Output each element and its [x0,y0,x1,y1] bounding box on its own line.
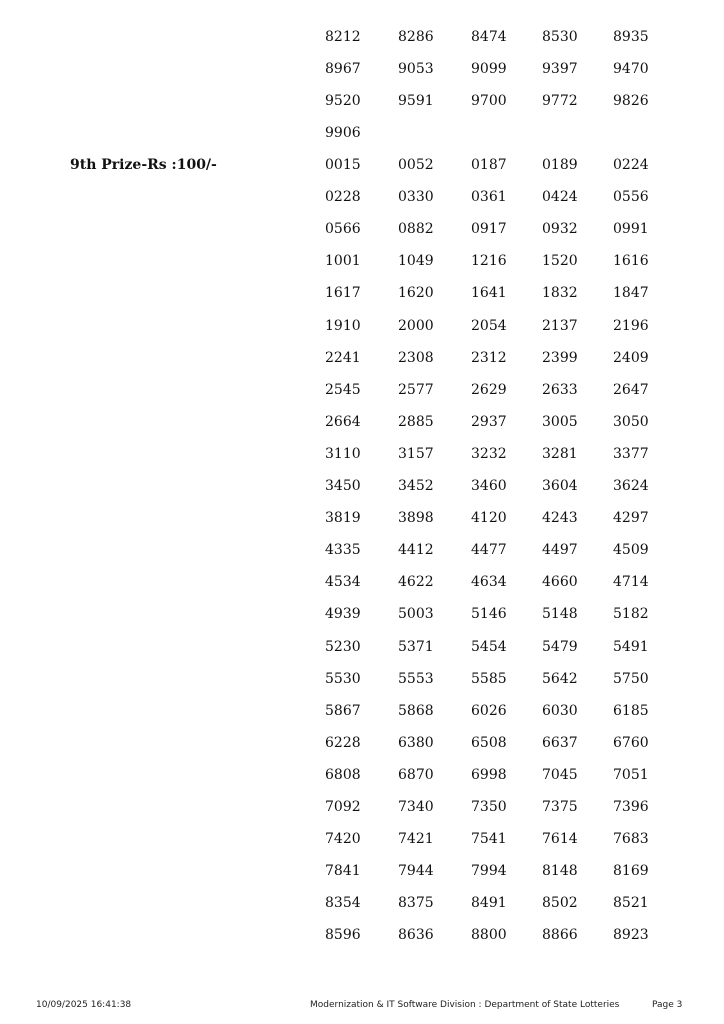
ticket-number: 0991 [613,221,649,238]
ticket-number: 7340 [398,799,434,815]
ticket-number: 1216 [471,253,507,270]
number-row [0,925,724,945]
ticket-number: 4714 [613,574,649,591]
ticket-number: 2000 [398,317,434,334]
ticket-number: 4497 [542,542,578,559]
ticket-number: 7051 [613,766,649,783]
ticket-number: 9906 [325,125,361,142]
number-row [0,219,724,239]
ticket-number: 8596 [325,927,361,944]
ticket-number: 6637 [542,734,578,751]
ticket-number: 2312 [471,349,507,366]
ticket-number: 8530 [542,29,578,45]
ticket-number: 9053 [398,61,434,78]
ticket-number: 3110 [325,445,361,462]
number-row [0,701,724,721]
ticket-number: 6185 [613,702,649,719]
ticket-number: 8212 [325,29,361,45]
ticket-number: 0187 [471,157,507,173]
number-row [0,380,724,400]
ticket-number: 2409 [613,349,649,366]
ticket-number: 0052 [398,157,434,173]
number-row [0,348,724,368]
ticket-number: 5003 [398,606,434,623]
ticket-number: 5454 [471,638,507,655]
ticket-number: 8502 [542,895,578,912]
number-row [0,765,724,785]
ticket-number: 7045 [542,766,578,783]
ticket-number: 3460 [471,478,507,494]
number-row [0,829,724,849]
ticket-number: 6998 [471,766,507,783]
ticket-number: 0015 [325,157,361,173]
ticket-number: 1641 [471,285,507,302]
ticket-number: 9397 [542,61,578,78]
ticket-number: 5491 [613,638,649,655]
ticket-number: 2629 [471,381,507,398]
ticket-number: 9591 [398,93,434,110]
ticket-number: 7420 [325,831,361,848]
ticket-number: 0189 [542,157,578,173]
ticket-number: 9520 [325,93,361,110]
ticket-number: 7994 [471,863,507,880]
number-row [0,412,724,432]
ticket-number: 8148 [542,863,578,880]
number-row [0,316,724,336]
ticket-number: 5867 [325,702,361,719]
ticket-number: 3452 [398,478,434,494]
ticket-number: 9700 [471,93,507,110]
ticket-number: 0566 [325,221,361,238]
ticket-number: 7375 [542,799,578,815]
ticket-number: 8923 [613,927,649,944]
ticket-number: 2241 [325,349,361,366]
ticket-number: 5530 [325,670,361,687]
number-row [0,604,724,624]
ticket-number: 9470 [613,61,649,78]
ticket-number: 8935 [613,29,649,45]
ticket-number: 0882 [398,221,434,238]
number-row [0,861,724,881]
ticket-number: 0228 [325,189,361,206]
ticket-number: 1620 [398,285,434,302]
prize-label: 9th Prize-Rs :100/- [70,157,217,173]
number-row [0,91,724,111]
ticket-number: 8866 [542,927,578,944]
ticket-number: 7396 [613,799,649,815]
number-row [0,59,724,79]
ticket-number: 6026 [471,702,507,719]
number-row [0,893,724,913]
ticket-number: 4634 [471,574,507,591]
ticket-number: 3281 [542,445,578,462]
ticket-number: 1520 [542,253,578,270]
ticket-number: 0361 [471,189,507,206]
ticket-number: 3624 [613,478,649,494]
ticket-number: 8636 [398,927,434,944]
ticket-number: 4509 [613,542,649,559]
ticket-number: 2633 [542,381,578,398]
ticket-number: 3898 [398,510,434,527]
ticket-number: 4622 [398,574,434,591]
ticket-number: 5182 [613,606,649,623]
ticket-number: 4335 [325,542,361,559]
ticket-number: 5371 [398,638,434,655]
ticket-number: 0917 [471,221,507,238]
ticket-number: 2885 [398,413,434,430]
ticket-number: 8474 [471,29,507,45]
number-row [0,508,724,528]
ticket-number: 8967 [325,61,361,78]
ticket-number: 3450 [325,478,361,494]
ticket-number: 2937 [471,413,507,430]
ticket-number: 1001 [325,253,361,270]
number-row [0,123,724,143]
ticket-number: 7541 [471,831,507,848]
ticket-number: 3819 [325,510,361,527]
ticket-number: 7092 [325,799,361,815]
ticket-number: 9826 [613,93,649,110]
ticket-number: 3157 [398,445,434,462]
ticket-number: 0424 [542,189,578,206]
ticket-number: 8169 [613,863,649,880]
ticket-number: 4660 [542,574,578,591]
ticket-number: 4477 [471,542,507,559]
ticket-number: 6508 [471,734,507,751]
ticket-number: 4243 [542,510,578,527]
ticket-number: 2545 [325,381,361,398]
ticket-number: 2399 [542,349,578,366]
number-row [0,540,724,560]
number-row [0,733,724,753]
ticket-number: 3604 [542,478,578,494]
ticket-number: 1832 [542,285,578,302]
ticket-number: 3377 [613,445,649,462]
ticket-number: 8354 [325,895,361,912]
ticket-number: 5585 [471,670,507,687]
ticket-number: 5230 [325,638,361,655]
ticket-number: 7683 [613,831,649,848]
ticket-number: 2054 [471,317,507,334]
ticket-number: 7350 [471,799,507,815]
number-row [0,669,724,689]
ticket-number: 3232 [471,445,507,462]
ticket-number: 8375 [398,895,434,912]
footer-page-number: Page 3 [652,1000,683,1010]
ticket-number: 8521 [613,895,649,912]
ticket-number: 1910 [325,317,361,334]
ticket-number: 6870 [398,766,434,783]
number-row [0,187,724,207]
ticket-number: 4534 [325,574,361,591]
number-row [0,637,724,657]
ticket-number: 7944 [398,863,434,880]
ticket-number: 9772 [542,93,578,110]
ticket-number: 5479 [542,638,578,655]
ticket-number: 4939 [325,606,361,623]
page-footer [0,997,724,1017]
ticket-number: 2196 [613,317,649,334]
ticket-number: 6228 [325,734,361,751]
ticket-number: 0330 [398,189,434,206]
ticket-number: 1049 [398,253,434,270]
ticket-number: 8800 [471,927,507,944]
ticket-number: 5148 [542,606,578,623]
number-row [0,476,724,496]
ticket-number: 0556 [613,189,649,206]
ticket-number: 0932 [542,221,578,238]
ticket-number: 1616 [613,253,649,270]
number-row [0,251,724,271]
ticket-number: 2664 [325,413,361,430]
number-row [0,27,724,47]
ticket-number: 2308 [398,349,434,366]
ticket-number: 8491 [471,895,507,912]
ticket-number: 4120 [471,510,507,527]
ticket-number: 6030 [542,702,578,719]
ticket-number: 2647 [613,381,649,398]
footer-division: Modernization & IT Software Division : Department of State Lotteries [310,1000,620,1010]
ticket-number: 9099 [471,61,507,78]
ticket-number: 7614 [542,831,578,848]
ticket-number: 3050 [613,413,649,430]
number-row [0,444,724,464]
ticket-number: 6380 [398,734,434,751]
ticket-number: 5553 [398,670,434,687]
footer-timestamp: 10/09/2025 16:41:38 [36,1000,132,1010]
ticket-number: 5146 [471,606,507,623]
ticket-number: 6808 [325,766,361,783]
number-row [0,572,724,592]
ticket-number: 6760 [613,734,649,751]
ticket-number: 5750 [613,670,649,687]
ticket-number: 1617 [325,285,361,302]
ticket-number: 7421 [398,831,434,848]
ticket-number: 1847 [613,285,649,302]
ticket-number: 8286 [398,29,434,45]
number-row [0,155,724,175]
ticket-number: 2577 [398,381,434,398]
ticket-number: 3005 [542,413,578,430]
ticket-number: 4297 [613,510,649,527]
ticket-number: 7841 [325,863,361,880]
ticket-number: 5868 [398,702,434,719]
ticket-number: 4412 [398,542,434,559]
ticket-number: 5642 [542,670,578,687]
number-row [0,797,724,817]
ticket-number: 2137 [542,317,578,334]
number-row [0,283,724,303]
ticket-number: 0224 [613,157,649,173]
